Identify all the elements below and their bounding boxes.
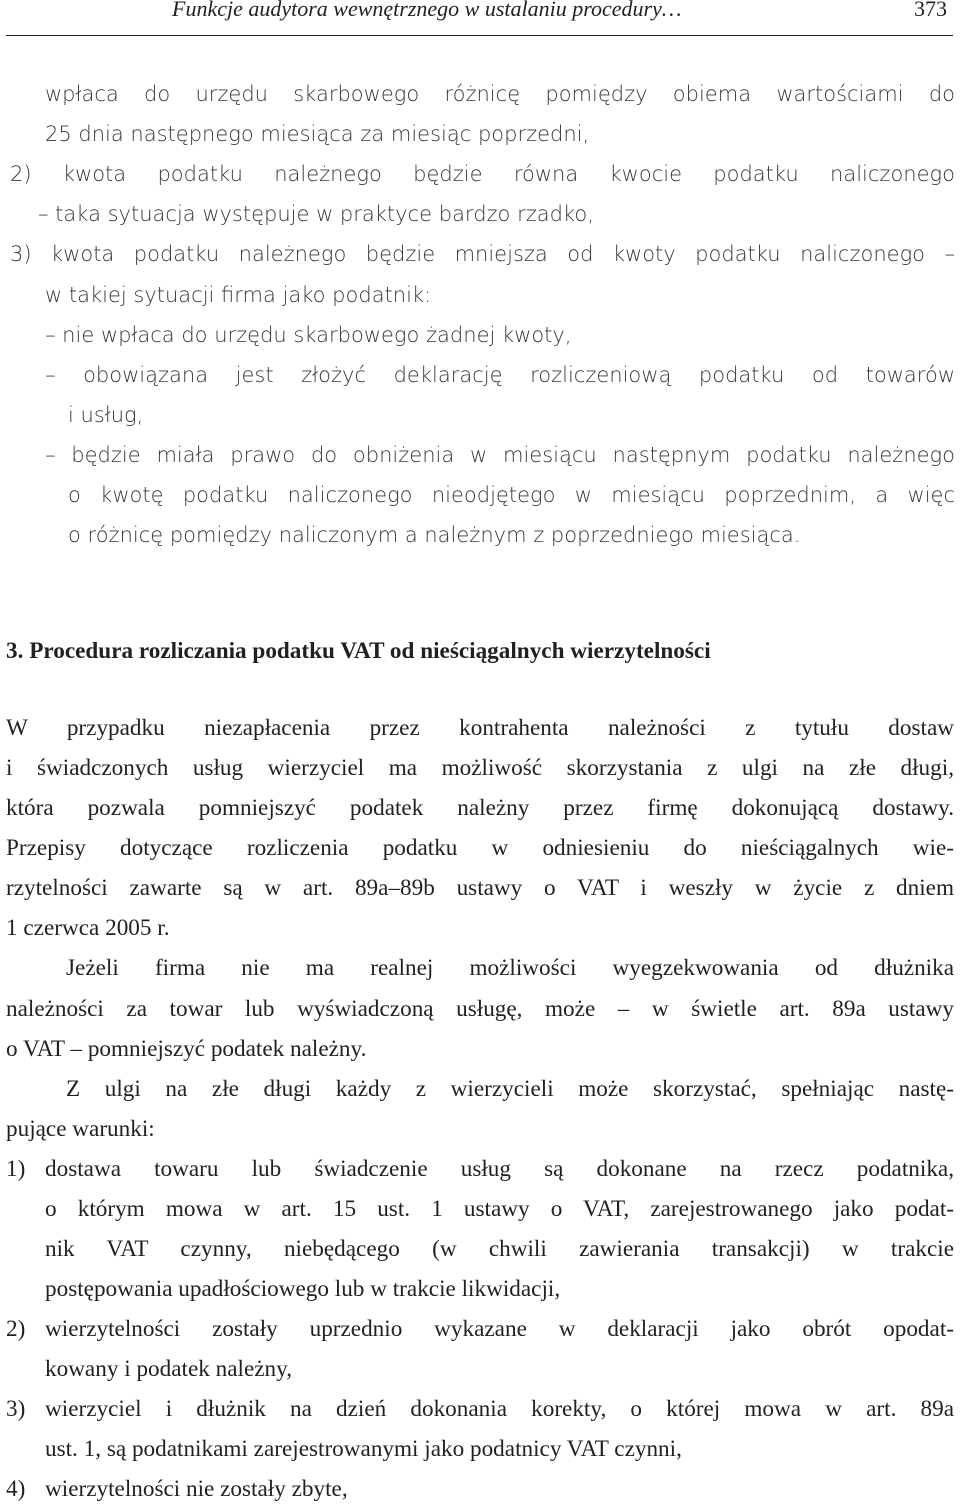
paragraph-line: 1 czerwca 2005 r. bbox=[6, 915, 170, 941]
list-number: 2) bbox=[6, 1316, 26, 1342]
list-item-line: – będzie miała prawo do obniżenia w miesiącu następnym podatku należnego bbox=[45, 443, 955, 467]
paragraph-line: i świadczonych usług wierzyciel ma możliwość skorzystania z ulgi na złe długi, bbox=[6, 755, 954, 781]
running-header bbox=[6, 0, 953, 36]
list-item-line: 25 dnia następnego miesiąca za miesiąc poprzedni, bbox=[45, 122, 590, 146]
running-header-title: Funkcje audytora wewnętrznego w ustalaniu procedury… bbox=[172, 0, 682, 21]
list-number: 3) bbox=[6, 1396, 26, 1422]
paragraph-line: Przepisy dotyczące rozliczenia podatku w odniesieniu do nieściągalnych wie- bbox=[6, 835, 954, 861]
list-item-line: kowany i podatek należny, bbox=[45, 1356, 293, 1382]
list-number: 4) bbox=[6, 1476, 26, 1502]
list-item-line: dostawa towaru lub świadczenie usług są dokonane na rzecz podatnika, bbox=[45, 1156, 954, 1182]
list-item-line: – nie wpłaca do urzędu skarbowego żadnej kwoty, bbox=[45, 323, 572, 347]
paragraph-line: pujące warunki: bbox=[6, 1116, 155, 1142]
list-item-line: o którym mowa w art. 15 ust. 1 ustawy o VAT, zarejestrowanego jako podat- bbox=[45, 1196, 954, 1222]
list-item-line: nik VAT czynny, niebędącego (w chwili zawierania transakcji) w trakcie bbox=[45, 1236, 954, 1262]
paragraph-line: należności za towar lub wyświadczoną usługę, może – w świetle art. 89a ustawy bbox=[6, 996, 954, 1022]
paragraph-line: Jeżeli firma nie ma realnej możliwości wyegzekwowania od dłużnika bbox=[66, 955, 954, 981]
list-item-line: – taka sytuacja występuje w praktyce bardzo rzadko, bbox=[38, 202, 594, 226]
list-item-line: 3) kwota podatku należnego będzie mniejsza od kwoty podatku naliczonego – bbox=[10, 242, 955, 266]
list-item-line: 2) kwota podatku należnego będzie równa kwocie podatku naliczonego bbox=[10, 162, 955, 186]
list-item-line: o różnicę pomiędzy naliczonym a należnym z poprzedniego miesiąca. bbox=[68, 523, 801, 547]
paragraph-line: Z ulgi na złe długi każdy z wierzycieli może skorzystać, spełniając nastę- bbox=[66, 1076, 954, 1102]
paragraph-line: o VAT – pomniejszyć podatek należny. bbox=[6, 1036, 367, 1062]
list-item-line: wpłaca do urzędu skarbowego różnicę pomiędzy obiema wartościami do bbox=[45, 82, 955, 106]
section-heading: 3. Procedura rozliczania podatku VAT od nieściągalnych wierzytelności bbox=[6, 638, 711, 664]
list-item-line: wierzyciel i dłużnik na dzień dokonania korekty, o której mowa w art. 89a bbox=[45, 1396, 954, 1422]
list-item-line: wierzytelności nie zostały zbyte, bbox=[45, 1476, 348, 1502]
page-number: 373 bbox=[914, 0, 947, 21]
list-number: 1) bbox=[6, 1156, 26, 1182]
list-item-line: ust. 1, są podatnikami zarejestrowanymi jako podatnicy VAT czynni, bbox=[45, 1436, 682, 1462]
list-item-line: i usług, bbox=[68, 403, 144, 427]
list-item-line: – obowiązana jest złożyć deklarację rozliczeniową podatku od towarów bbox=[45, 363, 955, 387]
list-item-line: wierzytelności zostały uprzednio wykazane w deklaracji jako obrót opodat- bbox=[45, 1316, 954, 1342]
list-item-line: o kwotę podatku naliczonego nieodjętego w miesiącu poprzednim, a więc bbox=[68, 483, 955, 507]
paragraph-line: rzytelności zawarte są w art. 89a–89b ustawy o VAT i weszły w życie z dniem bbox=[6, 875, 954, 901]
paragraph-line: która pozwala pomniejszyć podatek należny przez firmę dokonującą dostawy. bbox=[6, 795, 954, 821]
list-item-line: postępowania upadłościowego lub w trakcie likwidacji, bbox=[45, 1276, 561, 1302]
list-item-line: w takiej sytuacji firma jako podatnik: bbox=[45, 283, 432, 307]
paragraph-line: W przypadku niezapłacenia przez kontrahenta należności z tytułu dostaw bbox=[6, 715, 954, 741]
